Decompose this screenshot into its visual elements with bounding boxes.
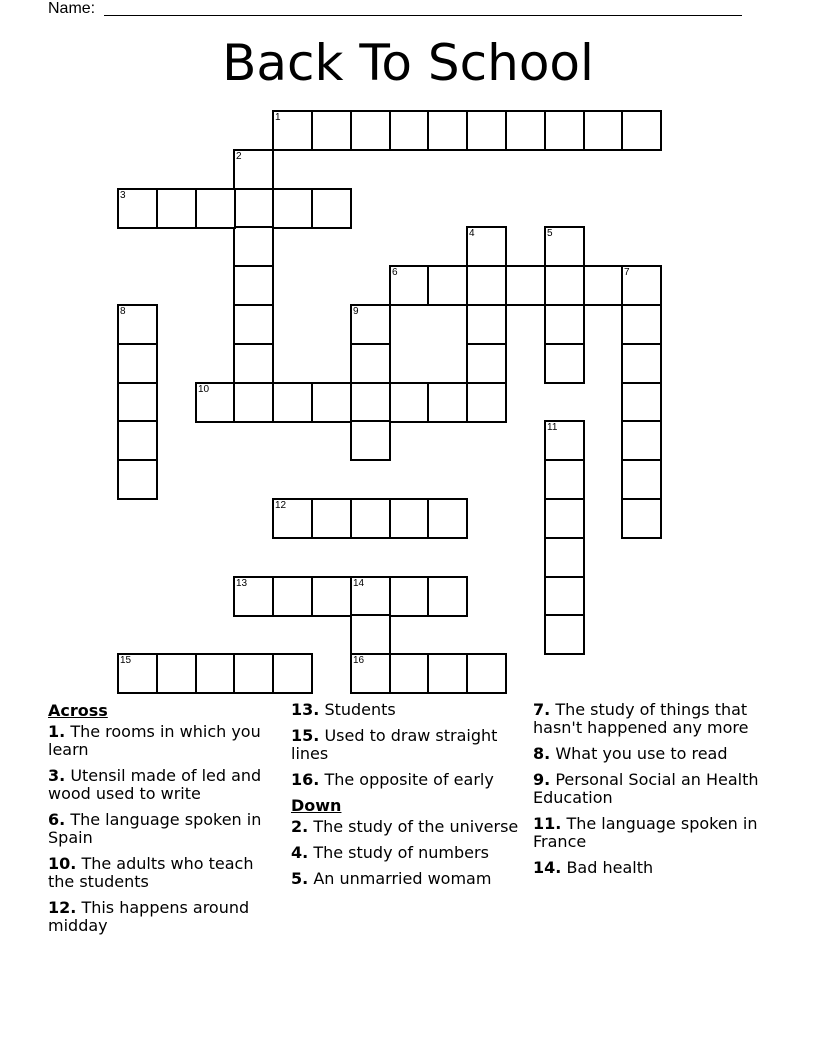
- grid-cell[interactable]: [233, 304, 274, 345]
- clue-number: 8: [120, 306, 126, 317]
- grid-cell[interactable]: [233, 653, 274, 694]
- clue-number: 16: [353, 655, 365, 666]
- clue-number: 11: [547, 422, 558, 433]
- grid-cell[interactable]: [427, 576, 468, 617]
- grid-cell[interactable]: [117, 188, 158, 229]
- grid-cell[interactable]: [272, 498, 313, 539]
- clue-item: [48, 855, 280, 891]
- clue-item-text: The language spoken in France: [533, 814, 758, 851]
- grid-cell[interactable]: [350, 343, 391, 384]
- clue-item: [291, 870, 523, 888]
- grid-cell[interactable]: [311, 498, 352, 539]
- clue-number: 9: [353, 306, 359, 317]
- grid-cell[interactable]: [466, 304, 507, 345]
- grid-cell[interactable]: [156, 188, 197, 229]
- grid-cell[interactable]: [621, 420, 662, 461]
- clue-number: 4: [469, 228, 475, 239]
- grid-cell[interactable]: [350, 498, 391, 539]
- grid-cell[interactable]: [117, 653, 158, 694]
- grid-cell[interactable]: [389, 110, 430, 151]
- clue-item-number: 4.: [291, 843, 309, 862]
- clue-number: 5: [547, 228, 553, 239]
- clue-item-number: 8.: [533, 744, 551, 763]
- grid-cell[interactable]: [389, 498, 430, 539]
- grid-cell[interactable]: [621, 343, 662, 384]
- clue-item-number: 13.: [291, 700, 320, 719]
- clue-item-number: 7.: [533, 700, 551, 719]
- clue-item: [291, 701, 523, 719]
- clue-item-text: The study of numbers: [313, 843, 489, 862]
- clues-column-1: [48, 702, 280, 943]
- grid-cell[interactable]: [466, 110, 507, 151]
- clue-number: 15: [120, 655, 132, 666]
- clue-item-text: Students: [324, 700, 396, 719]
- clue-item-text: This happens around midday: [48, 898, 250, 935]
- clue-item-text: Used to draw straight lines: [291, 726, 498, 763]
- grid-cell[interactable]: [505, 265, 546, 306]
- grid-cell[interactable]: [233, 265, 274, 306]
- clue-item: [533, 701, 765, 737]
- clue-item: [291, 727, 523, 763]
- clue-item-number: 6.: [48, 810, 66, 829]
- clue-item: [533, 859, 765, 877]
- grid-cell[interactable]: [389, 265, 430, 306]
- clue-item-text: The study of the universe: [313, 817, 519, 836]
- grid-cell[interactable]: [621, 110, 662, 151]
- clue-item-number: 11.: [533, 814, 562, 833]
- grid-cell[interactable]: [350, 304, 391, 345]
- clue-item: [291, 844, 523, 862]
- grid-cell[interactable]: [427, 382, 468, 423]
- grid-cell[interactable]: [350, 382, 391, 423]
- grid-cell[interactable]: [311, 110, 352, 151]
- grid-cell[interactable]: [350, 110, 391, 151]
- grid-cell[interactable]: [272, 382, 313, 423]
- grid-cell[interactable]: [350, 614, 391, 655]
- clue-item-text: An unmarried womam: [313, 869, 492, 888]
- grid-cell[interactable]: [544, 537, 585, 578]
- grid-cell[interactable]: [272, 576, 313, 617]
- grid-cell[interactable]: [311, 576, 352, 617]
- grid-cell[interactable]: [621, 382, 662, 423]
- grid-cell[interactable]: [505, 110, 546, 151]
- grid-cell[interactable]: [544, 576, 585, 617]
- grid-cell[interactable]: [583, 110, 624, 151]
- clue-item: [48, 899, 280, 935]
- clue-number: 2: [236, 151, 242, 162]
- grid-cell[interactable]: [544, 498, 585, 539]
- clue-item-text: The adults who teach the students: [48, 854, 254, 891]
- clue-item-text: The rooms in which you learn: [48, 722, 261, 759]
- grid-cell[interactable]: [233, 382, 274, 423]
- grid-cell[interactable]: [233, 188, 274, 229]
- grid-cell[interactable]: [350, 653, 391, 694]
- clue-item-number: 1.: [48, 722, 66, 741]
- clue-number: 10: [198, 384, 210, 395]
- clue-item-number: 3.: [48, 766, 66, 785]
- clue-item: [48, 723, 280, 759]
- clue-number: 7: [624, 267, 630, 278]
- clue-item: [533, 745, 765, 763]
- clues-column-2: [291, 701, 523, 896]
- grid-cell[interactable]: [233, 576, 274, 617]
- clue-item-number: 12.: [48, 898, 77, 917]
- clue-item-number: 5.: [291, 869, 309, 888]
- grid-cell[interactable]: [389, 576, 430, 617]
- grid-cell[interactable]: [466, 265, 507, 306]
- grid-cell[interactable]: [466, 653, 507, 694]
- grid-cell[interactable]: [272, 110, 313, 151]
- clue-item-text: Utensil made of led and wood used to write: [48, 766, 262, 803]
- grid-cell[interactable]: [117, 343, 158, 384]
- clue-number: 14: [353, 578, 365, 589]
- grid-cell[interactable]: [544, 110, 585, 151]
- grid-cell[interactable]: [466, 343, 507, 384]
- grid-cell[interactable]: [544, 304, 585, 345]
- clue-item-text: The opposite of early: [324, 770, 494, 789]
- clue-item: [48, 811, 280, 847]
- grid-cell[interactable]: [544, 420, 585, 461]
- grid-cell[interactable]: [233, 226, 274, 267]
- grid-cell[interactable]: [350, 420, 391, 461]
- down-heading: Down: [291, 796, 342, 815]
- clue-item-number: 2.: [291, 817, 309, 836]
- clue-item: [533, 771, 765, 807]
- grid-cell[interactable]: [233, 149, 274, 190]
- clue-item-number: 9.: [533, 770, 551, 789]
- grid-cell[interactable]: [389, 382, 430, 423]
- clue-number: 12: [275, 500, 287, 511]
- clue-item: [533, 815, 765, 851]
- grid-cell[interactable]: [272, 653, 313, 694]
- grid-cell[interactable]: [621, 459, 662, 500]
- page-title: Back To School: [222, 34, 594, 92]
- clue-number: 13: [236, 578, 248, 589]
- clue-item-number: 14.: [533, 858, 562, 877]
- grid-cell[interactable]: [195, 188, 236, 229]
- grid-cell[interactable]: [195, 653, 236, 694]
- clue-item-number: 16.: [291, 770, 320, 789]
- clue-item: [48, 767, 280, 803]
- grid-cell[interactable]: [544, 265, 585, 306]
- grid-cell[interactable]: [117, 459, 158, 500]
- grid-cell[interactable]: [156, 653, 197, 694]
- grid-cell[interactable]: [466, 226, 507, 267]
- grid-cell[interactable]: [117, 382, 158, 423]
- clue-item-number: 15.: [291, 726, 320, 745]
- clue-item-text: What you use to read: [555, 744, 728, 763]
- grid-cell[interactable]: [195, 382, 236, 423]
- clue-item-number: 10.: [48, 854, 77, 873]
- grid-cell[interactable]: [583, 265, 624, 306]
- grid-cell[interactable]: [427, 265, 468, 306]
- clue-number: 6: [392, 267, 398, 278]
- grid-cell[interactable]: [427, 653, 468, 694]
- clue-item-text: Bad health: [566, 858, 654, 877]
- grid-cell[interactable]: [311, 382, 352, 423]
- clue-item-text: The language spoken in Spain: [48, 810, 262, 847]
- grid-cell[interactable]: [621, 498, 662, 539]
- grid-cell[interactable]: [544, 343, 585, 384]
- grid-cell[interactable]: [311, 188, 352, 229]
- clue-item-text: Personal Social an Health Education: [533, 770, 759, 807]
- grid-cell[interactable]: [466, 382, 507, 423]
- grid-cell[interactable]: [427, 110, 468, 151]
- across-heading: Across: [48, 701, 108, 720]
- clue-item: [291, 818, 523, 836]
- grid-cell[interactable]: [544, 614, 585, 655]
- clue-item-text: The study of things that hasn't happened any more: [533, 700, 749, 737]
- clues-column-3: [533, 701, 765, 885]
- grid-cell[interactable]: [350, 576, 391, 617]
- grid-cell[interactable]: [427, 498, 468, 539]
- grid-cell[interactable]: [621, 265, 662, 306]
- clue-item: [291, 771, 523, 789]
- clue-number: 3: [120, 190, 126, 201]
- grid-cell[interactable]: [621, 304, 662, 345]
- grid-cell[interactable]: [117, 420, 158, 461]
- clue-number: 1: [275, 112, 281, 123]
- grid-cell[interactable]: [117, 304, 158, 345]
- grid-cell[interactable]: [389, 653, 430, 694]
- name-label: Name:: [48, 0, 96, 17]
- grid-cell[interactable]: [544, 459, 585, 500]
- grid-cell[interactable]: [544, 226, 585, 267]
- grid-cell[interactable]: [233, 343, 274, 384]
- grid-cell[interactable]: [272, 188, 313, 229]
